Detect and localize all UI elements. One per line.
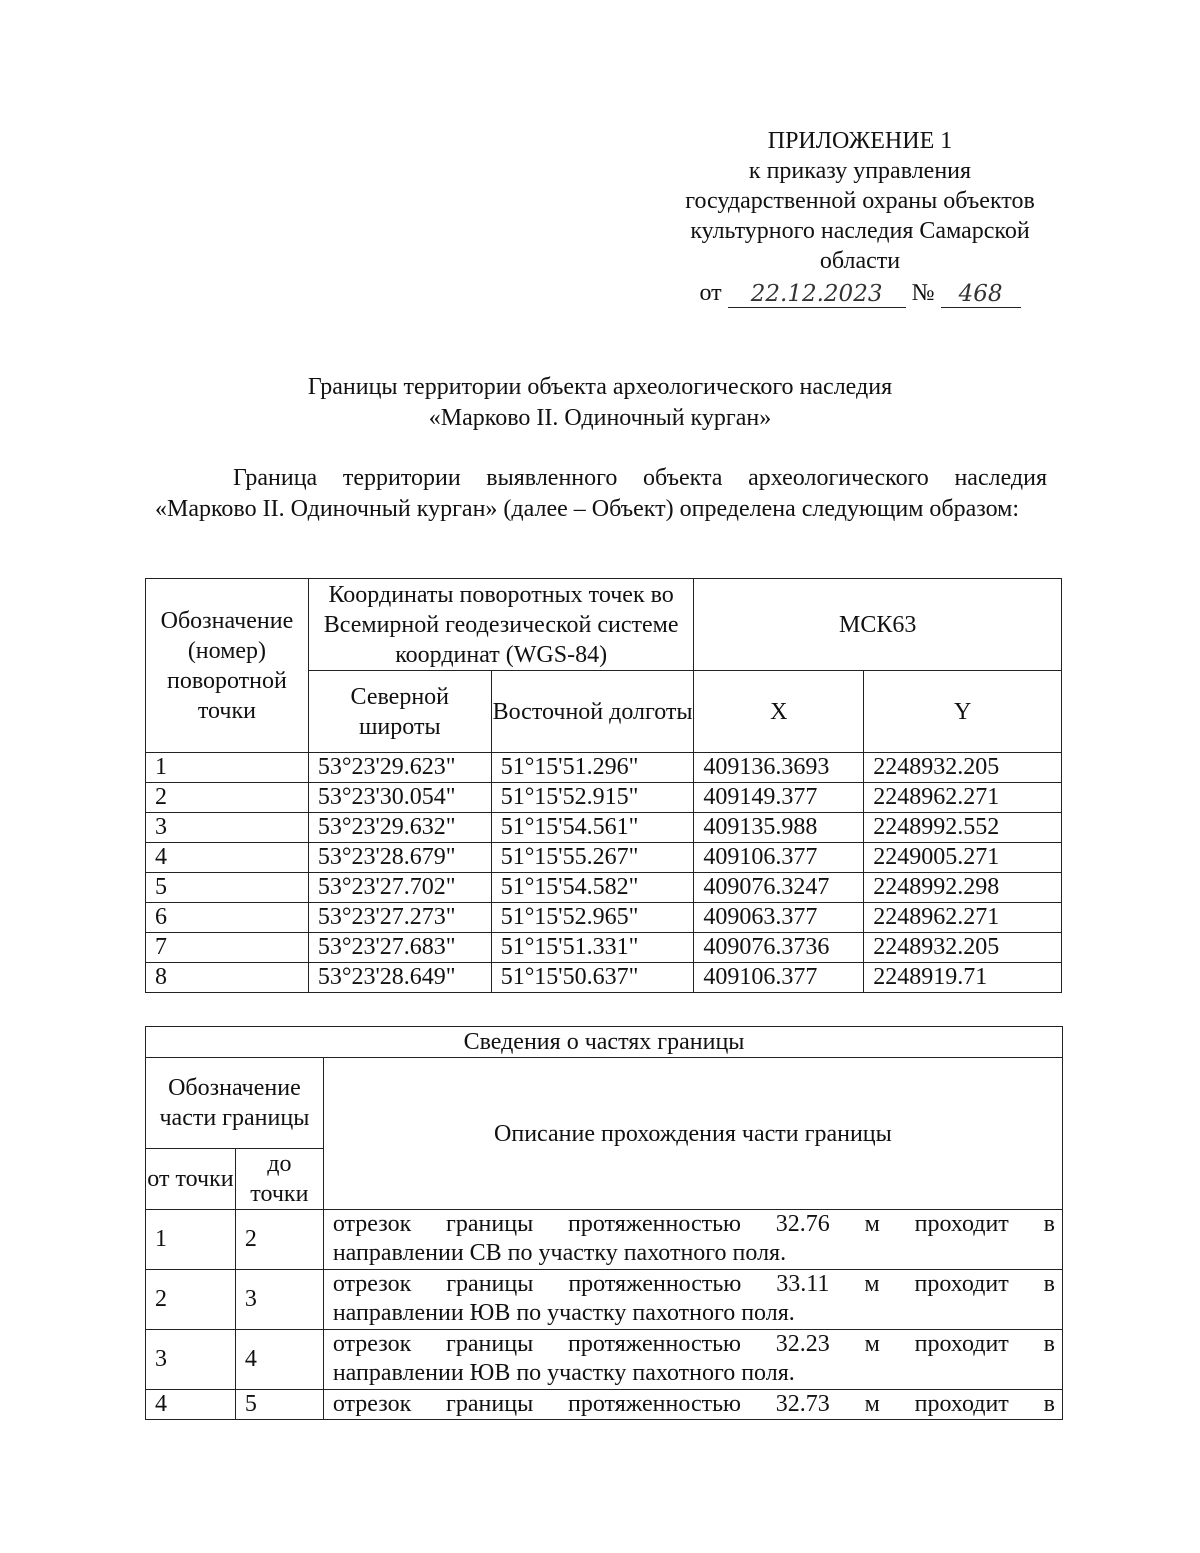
longitude-cell: 51°15'55.267" [491, 843, 694, 873]
table-row [146, 963, 1062, 993]
from-point-cell: 3 [146, 1330, 236, 1390]
to-point-cell: 4 [235, 1330, 323, 1390]
table-row [146, 903, 1062, 933]
point-number: 2 [146, 783, 309, 813]
desc-line-2: направлении ЮВ по участку пахотного поля. [332, 1300, 795, 1326]
desc-word: проходит [914, 1211, 1009, 1237]
table-row [146, 933, 1062, 963]
longitude-cell: 51°15'54.582" [491, 873, 694, 903]
desc-length: 32.23 [775, 1331, 830, 1357]
table-row [146, 783, 1062, 813]
header-north-latitude: Северной широты [308, 671, 491, 753]
desc-word: проходит [914, 1271, 1009, 1297]
to-point-cell: 2 [235, 1210, 323, 1270]
x-cell: 409076.3736 [694, 933, 864, 963]
desc-word: протяженностью [568, 1211, 741, 1237]
parts-caption: Сведения о частях границы [146, 1027, 1063, 1058]
header-east-longitude: Восточной долготы [491, 671, 694, 753]
latitude-cell: 53°23'29.632" [308, 813, 491, 843]
longitude-cell: 51°15'50.637" [491, 963, 694, 993]
from-point-cell: 2 [146, 1270, 236, 1330]
desc-word: в [1043, 1391, 1055, 1417]
appendix-line-1: к приказу управления [748, 158, 972, 184]
appendix-title: ПРИЛОЖЕНИЕ 1 [767, 128, 953, 154]
latitude-cell: 53°23'28.649" [308, 963, 491, 993]
table-row [146, 873, 1062, 903]
table-row [146, 813, 1062, 843]
y-cell: 2248962.271 [864, 903, 1062, 933]
document-title [150, 372, 1050, 434]
y-cell: 2248932.205 [864, 753, 1062, 783]
header-wgs84: Координаты поворотных точек во Всемирной геодезической системе координат (WGS-84) [308, 579, 694, 671]
x-cell: 409149.377 [694, 783, 864, 813]
desc-word: границы [446, 1211, 534, 1237]
point-number: 5 [146, 873, 309, 903]
coordinates-table [145, 578, 1062, 993]
header-y: Y [864, 671, 1062, 753]
longitude-cell: 51°15'51.296" [491, 753, 694, 783]
desc-word: отрезок [332, 1391, 412, 1417]
desc-word: проходит [914, 1391, 1009, 1417]
from-label: от [699, 280, 722, 306]
x-cell: 409135.988 [694, 813, 864, 843]
desc-word: отрезок [332, 1211, 412, 1237]
x-cell: 409106.377 [694, 963, 864, 993]
appendix-header [672, 126, 1048, 308]
latitude-cell: 53°23'27.273" [308, 903, 491, 933]
table-row [146, 843, 1062, 873]
longitude-cell: 51°15'52.965" [491, 903, 694, 933]
desc-word: м [864, 1331, 880, 1357]
appendix-line-4: области [819, 248, 901, 274]
description-cell [323, 1210, 1062, 1270]
desc-word: м [864, 1211, 880, 1237]
header-description: Описание прохождения части границы [323, 1058, 1062, 1210]
desc-word: отрезок [332, 1331, 412, 1357]
y-cell: 2248992.298 [864, 873, 1062, 903]
desc-word: м [864, 1271, 880, 1297]
header-msk63: МСК63 [694, 579, 1062, 671]
from-point-cell: 4 [146, 1390, 236, 1420]
desc-word: границы [446, 1331, 534, 1357]
appendix-line-2: государственной охраны объектов [685, 188, 1035, 214]
y-cell: 2248992.552 [864, 813, 1062, 843]
number-label: № [911, 280, 935, 306]
desc-word: м [864, 1391, 880, 1417]
y-cell: 2248919.71 [864, 963, 1062, 993]
table-row [146, 1270, 1063, 1330]
order-date-number [672, 278, 1048, 308]
table-row [146, 1210, 1063, 1270]
to-point-cell: 5 [235, 1390, 323, 1420]
desc-line-2: направлении СВ по участку пахотного поля. [332, 1240, 787, 1266]
longitude-cell: 51°15'54.561" [491, 813, 694, 843]
latitude-cell: 53°23'27.702" [308, 873, 491, 903]
latitude-cell: 53°23'27.683" [308, 933, 491, 963]
desc-length: 32.76 [775, 1211, 830, 1237]
latitude-cell: 53°23'30.054" [308, 783, 491, 813]
order-date-handwritten: 22.12.2023 [728, 281, 906, 308]
desc-length: 32.73 [775, 1391, 830, 1417]
desc-word: отрезок [332, 1271, 412, 1297]
header-from-point: от точки [146, 1149, 236, 1210]
desc-length: 33.11 [776, 1271, 830, 1297]
header-x: X [694, 671, 864, 753]
table-row [146, 1390, 1063, 1420]
table-row [146, 1330, 1063, 1390]
x-cell: 409136.3693 [694, 753, 864, 783]
desc-word: протяженностью [568, 1331, 741, 1357]
desc-word: границы [446, 1391, 534, 1417]
desc-line-2: направлении ЮВ по участку пахотного поля. [332, 1360, 795, 1386]
x-cell: 409063.377 [694, 903, 864, 933]
desc-word: в [1043, 1331, 1055, 1357]
title-line-1: Границы территории объекта археологического наследия [307, 374, 893, 400]
latitude-cell: 53°23'28.679" [308, 843, 491, 873]
desc-word: в [1043, 1271, 1055, 1297]
to-point-cell: 3 [235, 1270, 323, 1330]
x-cell: 409106.377 [694, 843, 864, 873]
longitude-cell: 51°15'51.331" [491, 933, 694, 963]
x-cell: 409076.3247 [694, 873, 864, 903]
desc-word: протяженностью [568, 1391, 741, 1417]
longitude-cell: 51°15'52.915" [491, 783, 694, 813]
description-cell [323, 1390, 1062, 1420]
desc-word: границы [446, 1271, 534, 1297]
point-number: 1 [146, 753, 309, 783]
point-number: 6 [146, 903, 309, 933]
y-cell: 2248962.271 [864, 783, 1062, 813]
appendix-line-3: культурного наследия Самарской [690, 218, 1030, 244]
latitude-cell: 53°23'29.623" [308, 753, 491, 783]
desc-word: в [1043, 1211, 1055, 1237]
order-number-handwritten: 468 [941, 281, 1021, 308]
header-part-designation: Обозначение части границы [146, 1058, 324, 1149]
header-point-designation: Обозначение (номер) поворотной точки [146, 579, 309, 753]
from-point-cell: 1 [146, 1210, 236, 1270]
description-cell [323, 1330, 1062, 1390]
point-number: 8 [146, 963, 309, 993]
y-cell: 2249005.271 [864, 843, 1062, 873]
point-number: 7 [146, 933, 309, 963]
title-line-2: «Марково II. Одиночный курган» [428, 405, 772, 431]
description-cell [323, 1270, 1062, 1330]
y-cell: 2248932.205 [864, 933, 1062, 963]
table-row [146, 753, 1062, 783]
desc-word: протяженностью [568, 1271, 742, 1297]
point-number: 3 [146, 813, 309, 843]
intro-text: Граница территории выявленного объекта археологического наследия «Марково II. Одиночный курган» (далее – Объект) определена следующим образом: [155, 465, 1047, 522]
point-number: 4 [146, 843, 309, 873]
desc-word: проходит [914, 1331, 1009, 1357]
header-to-point: до точки [235, 1149, 323, 1210]
boundary-parts-table [145, 1026, 1063, 1420]
intro-paragraph [155, 463, 1047, 525]
